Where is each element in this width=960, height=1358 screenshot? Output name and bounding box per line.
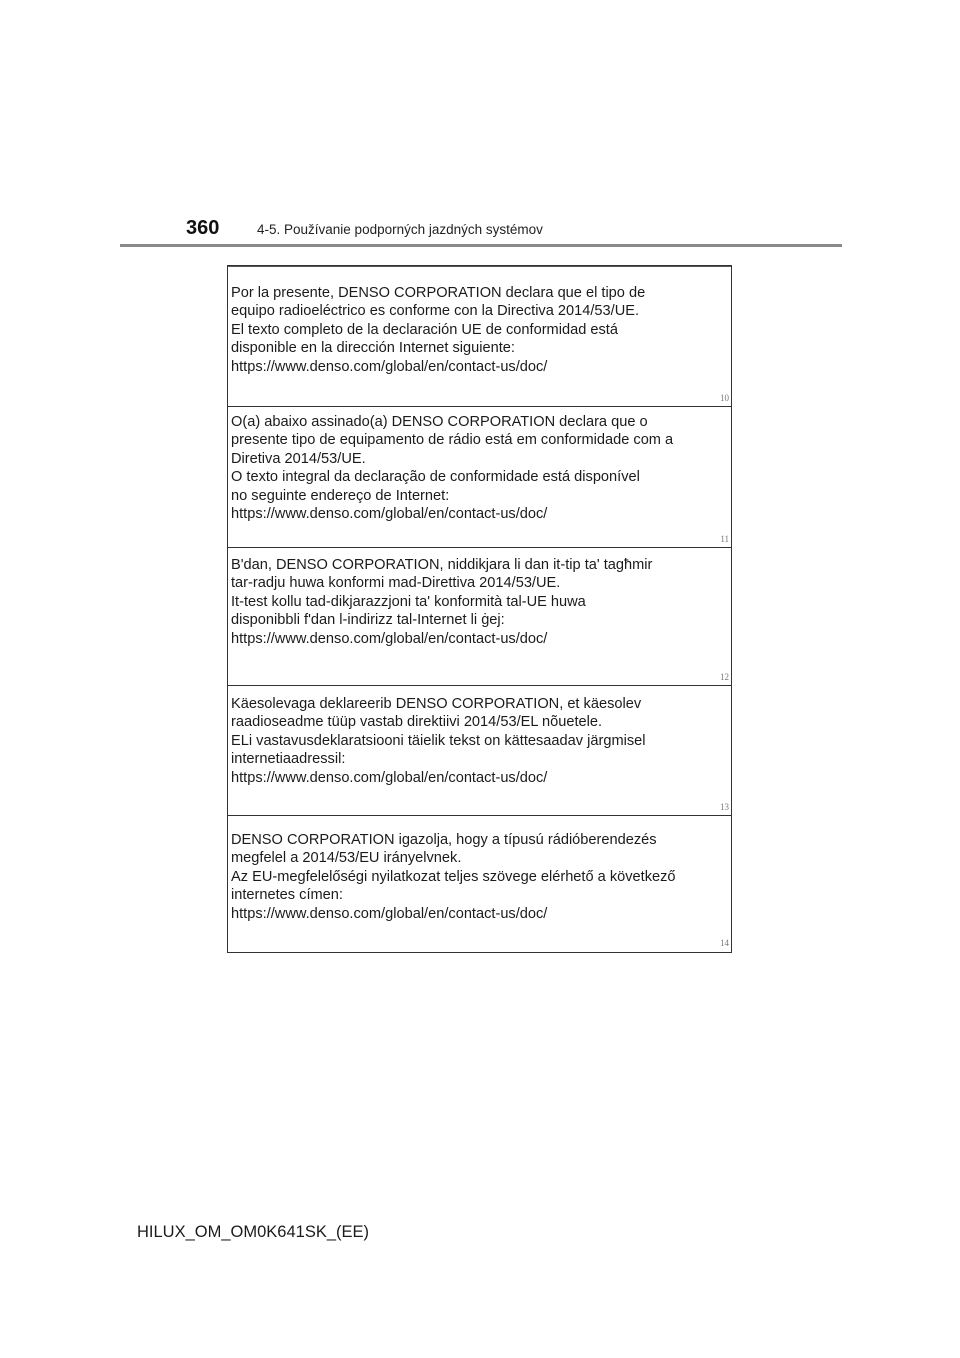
declaration-number: 13 [720, 802, 729, 812]
declaration-text: O(a) abaixo assinado(a) DENSO CORPORATION declara que o presente tipo de equipamento de rádio está em conformidade com a Diretiva 2014/53/UE. O texto integral da declaração de conformidade está disponível no seguinte endereço de Internet: https://www.denso.com/global/en/contact-us/doc/ [231, 414, 674, 523]
declaration-text: B'dan, DENSO CORPORATION, niddikjara li dan it-tip ta' tagħmir tar-radju huwa konformi mad-Direttiva 2014/53/UE. It-test kollu tad-dikjarazzjoni ta' konformità tal-UE huwa disponibbli f'dan l-indirizz tal-Internet li ġej: https://www.denso.com/global/en/contact-us/doc/ [231, 557, 653, 647]
declaration-block-portuguese [228, 406, 731, 547]
document-code: HILUX_OM_OM0K641SK_(EE) [137, 1223, 370, 1241]
declaration-block-estonian [228, 685, 731, 815]
declaration-number: 14 [720, 938, 729, 948]
declaration-number: 10 [720, 393, 729, 403]
section-title: 4-5. Používanie podporných jazdných systémov [257, 222, 543, 237]
declaration-block-hungarian [228, 815, 731, 951]
declaration-text: Por la presente, DENSO CORPORATION declara que el tipo de equipo radioeléctrico es conforme con la Directiva 2014/53/UE. El texto completo de la declaración UE de conformidad está disponible en la dirección Internet siguiente: https://www.denso.com/global/en/contact-us/doc/ [231, 285, 646, 375]
declaration-number: 12 [720, 672, 729, 682]
header-divider [120, 244, 842, 247]
page-number: 360 [186, 217, 220, 239]
declaration-text: DENSO CORPORATION igazolja, hogy a típusú rádióberendezés megfelel a 2014/53/EU irányelvnek. Az EU-megfelelőségi nyilatkozat teljes szövege elérhető a következő internetes címen: https://www.denso.com/global/en/contact-us/doc/ [231, 832, 676, 922]
declaration-panel [227, 265, 732, 953]
declaration-number: 11 [720, 534, 729, 544]
declaration-block-maltese [228, 547, 731, 685]
page-header [120, 218, 842, 244]
declaration-block-spanish [228, 266, 731, 406]
declaration-text: Käesolevaga deklareerib DENSO CORPORATION, et käesolev raadioseadme tüüp vastab direktiivi 2014/53/EL nõuetele. ELi vastavusdeklaratsiooni täielik tekst on kättesaadav järgmisel internetiaadressil: https://www.denso.com/global/en/contact-us/doc/ [231, 696, 646, 786]
